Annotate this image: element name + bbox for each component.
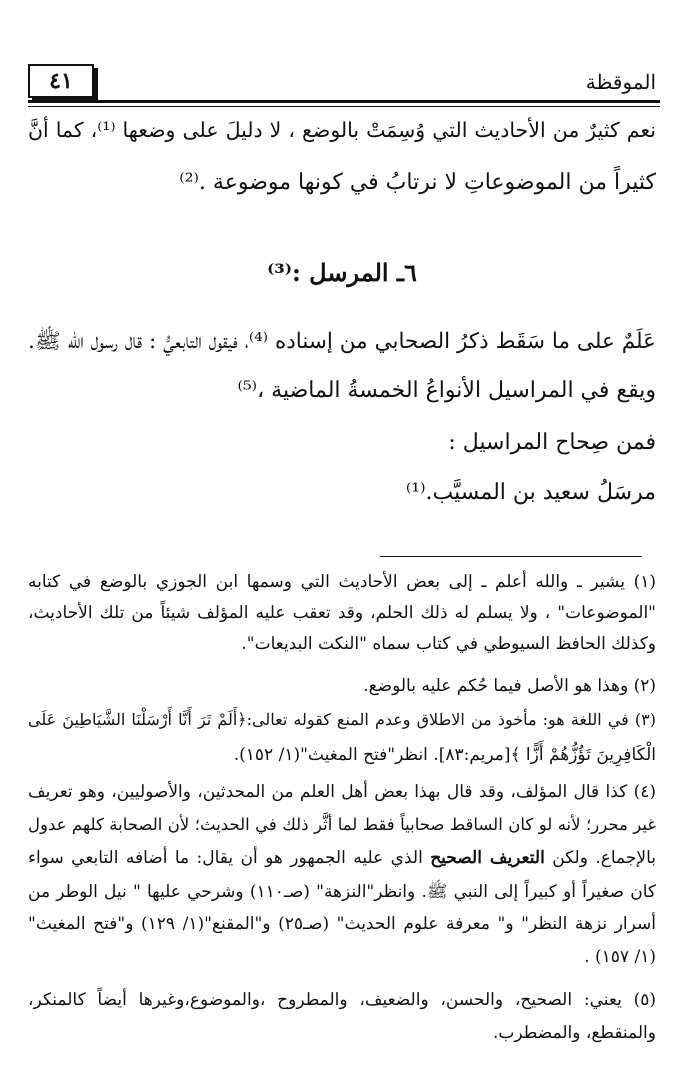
footnote-line: والمنقطع، والمضطرب. bbox=[493, 1023, 656, 1043]
footnote-line: "الموضوعات" ، ولا يسلم له ذلك الحلم، وقد تعقب عليه المؤلف شيئاً من تلك الأحاديث، bbox=[28, 603, 656, 623]
footnote-line: أسرار نزهة النظر" و" معرفة علوم الحديث" (صـ٢٥) و"المقنع"(١/ ١٢٩) و"فتح المغيث" bbox=[28, 914, 656, 934]
definition-line-4: مرسَلُ سعيد بن المسيَّب.⁽¹⁾ bbox=[405, 480, 656, 505]
footnote-line: (٢) وهذا هو الأصل فيما حُكم عليه بالوضع. bbox=[363, 676, 656, 696]
footnote-line: (٣) في اللغة هو: مأخوذ من الاطلاق وعدم المنع كقوله تعالى:﴿أَلَمْ تَرَ أَنَّا أَرْسَلْنَا الشَّيَاطِينَ عَلَى bbox=[28, 710, 656, 729]
body-line-1: نعم كثيرٌ من الأحاديث التي وُسِمَتْ بالوضع ، لا دليلَ على وضعها ⁽¹⁾، كما أنَّ bbox=[28, 118, 656, 142]
header-rule-thin bbox=[28, 106, 660, 107]
footnote-separator bbox=[380, 556, 642, 557]
definition-line-3: فمن صِحاح المراسيل : bbox=[448, 430, 656, 455]
footnote-line: (١) يشير ـ والله أعلم ـ إلى بعض الأحاديث التي وسمها ابن الجوزي بالوضع في كتابه bbox=[28, 572, 656, 592]
header-rule bbox=[28, 100, 660, 103]
footnote-line-with-bold bbox=[28, 848, 656, 868]
section-heading: ٦ـ المرسل :⁽³⁾ bbox=[267, 258, 417, 287]
bold-term: التعريف الصحيح bbox=[430, 848, 545, 868]
footnote-line: (٥) يعني: الصحيح، والحسن، والضعيف، والمطروح ،والموضوع،وغيرها أيضاً كالمنكر، bbox=[28, 990, 656, 1010]
definition-line-2: ويقع في المراسيل الأنواعُ الخمسةُ الماضية ،⁽⁵⁾ bbox=[237, 378, 656, 403]
page-number: ٤١ bbox=[28, 64, 94, 98]
footnote-text: بالإجماع. ولكن bbox=[544, 848, 656, 868]
footnote-text: الذي عليه الجمهور هو أن يقال: ما أضافه التابعي سواء bbox=[28, 848, 431, 868]
footnote-line: الْكَافِرِينَ تَؤُزُّهُمْ أَزًّا ﴾[مريم:٨٣]. انظر"فتح المغيث"(١/ ١٥٢). bbox=[233, 745, 656, 765]
footnote-line: غير محرر؛ لأنه لو كان الساقط صحابياً فقط لما أثَّر ذلك في الحديث؛ لأن الصحابة كلهم عدول bbox=[28, 815, 656, 834]
running-header-title: الموقظة bbox=[585, 70, 656, 94]
body-line-2: كثيراً من الموضوعاتِ لا نرتابُ في كونها موضوعة .⁽²⁾ bbox=[179, 170, 656, 195]
footnote-line: (٤) كذا قال المؤلف، وقد قال بهذا بعض أهل العلم من المحدثين، والأصوليين، وهو تعريف bbox=[28, 782, 656, 802]
footnote-line: (١/ ١٥٧) . bbox=[584, 947, 656, 967]
footnote-line: كان صغيراً أو كبيراً إلى النبي ﷺ. وانظر"النزهة" (صـ١١٠) وشرحي عليها " نيل الوطر من bbox=[28, 882, 656, 902]
definition-line-1: عَلَمٌ على ما سَقَط ذكرُ الصحابي من إسناده ⁽⁴⁾، فيقول التابعيُّ : قال رسول الله ﷺ. bbox=[28, 329, 656, 354]
footnote-line: وكذلك الحافظ السيوطي في كتاب سماه "النكت البديعات". bbox=[241, 634, 656, 654]
